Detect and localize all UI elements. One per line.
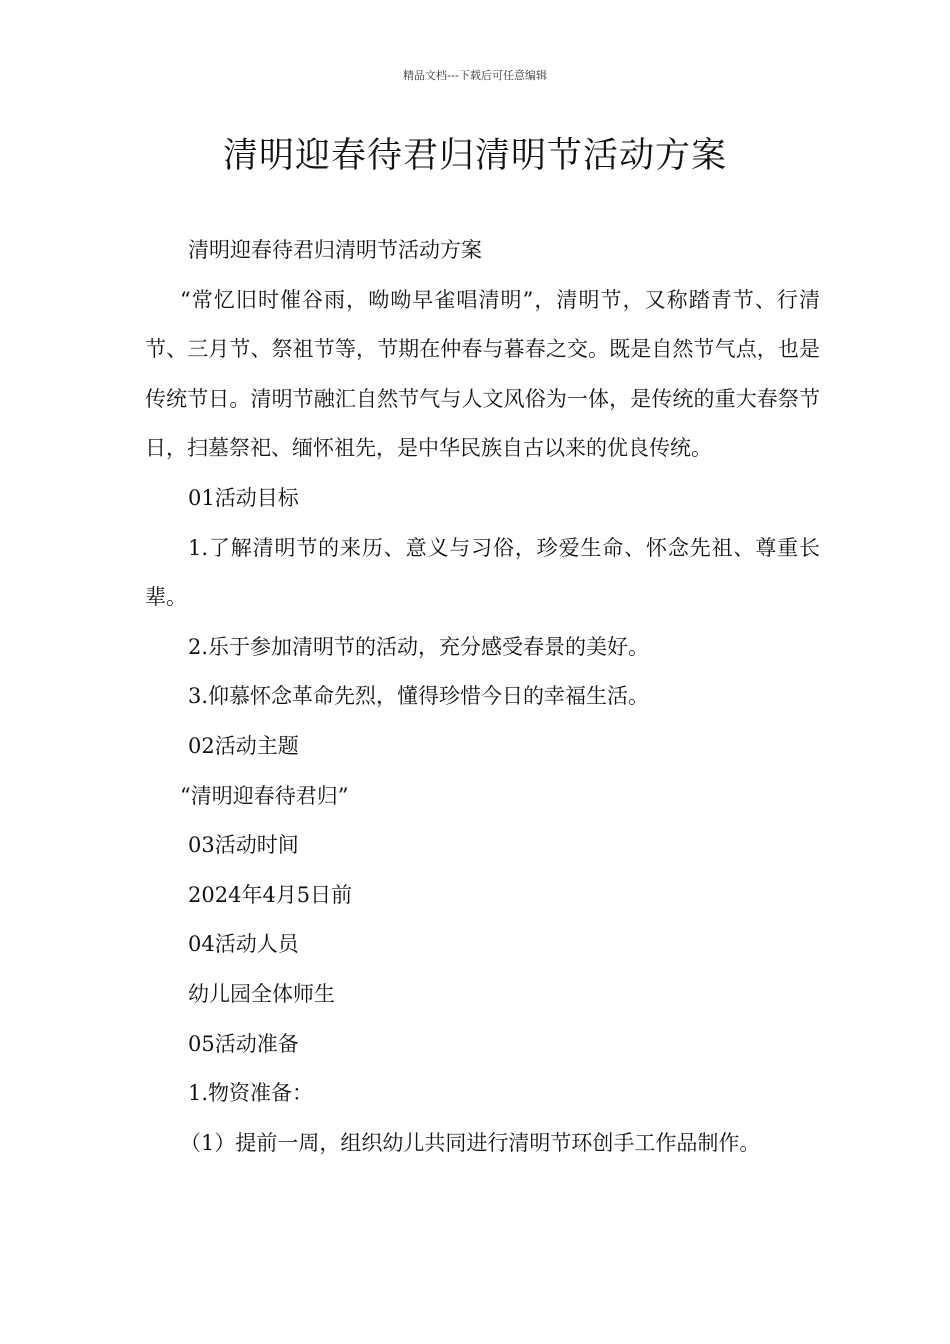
- document-body: [145, 226, 820, 1168]
- goal-item-1: 1.了解清明节的来历、意义与习俗，珍爱生命、怀念先祖、尊重长辈。: [145, 535, 820, 610]
- goal-item-2: 2.乐于参加清明节的活动，充分感受春景的美好。: [188, 634, 650, 659]
- section-heading-goals: 01活动目标: [188, 485, 299, 510]
- subtitle-paragraph: 清明迎春待君归清明节活动方案: [188, 238, 482, 262]
- document-title: 清明迎春待君归清明节活动方案: [222, 136, 727, 176]
- section-heading-participants: 04活动人员: [188, 932, 299, 957]
- header-note: 精品文档---下载后可任意编辑: [403, 69, 547, 82]
- intro-paragraph: “常忆旧时催谷雨，呦呦早雀唱清明”，清明节，又称踏青节、行清节、三月节、祭祖节等，节期在仲春与暮春之交。既是自然节气点，也是传统节日。清明节融汇自然节气与人文风俗为一体，是传统的重大春祭节日，扫墓祭祀、缅怀祖先，是中华民族自古以来的优良传统。: [145, 287, 820, 461]
- section-heading-preparation: 05活动准备: [188, 1031, 299, 1056]
- preparation-subitem-1: （1）提前一周，组织幼儿共同进行清明节环创手工作品制作。: [180, 1130, 761, 1155]
- preparation-item-1: 1.物资准备：: [188, 1081, 314, 1106]
- theme-text: “清明迎春待君归”: [180, 783, 349, 808]
- section-heading-time: 03活动时间: [188, 833, 299, 858]
- goal-item-3: 3.仰慕怀念革命先烈，懂得珍惜今日的幸福生活。: [188, 684, 650, 709]
- participants-text: 幼儿园全体师生: [188, 981, 335, 1006]
- section-heading-theme: 02活动主题: [188, 733, 299, 758]
- time-text: 2024年4月5日前: [188, 882, 353, 907]
